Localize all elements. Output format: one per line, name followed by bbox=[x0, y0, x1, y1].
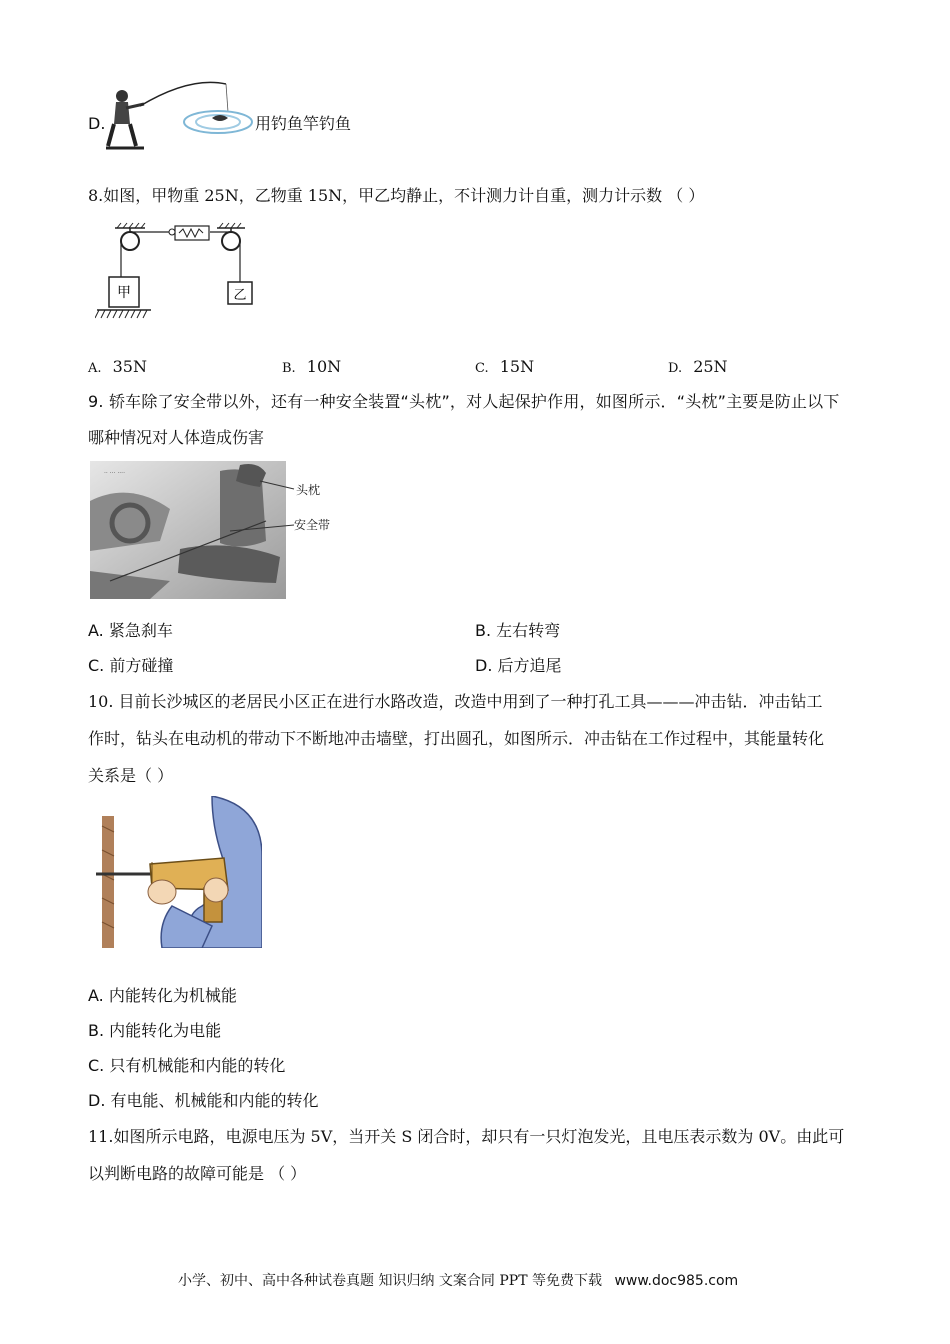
q8-pulley-figure bbox=[95, 222, 255, 324]
q10-impact-drill-figure bbox=[92, 796, 262, 948]
q8-option-d-label: D. bbox=[668, 361, 683, 376]
page-footer bbox=[178, 1270, 738, 1290]
q9-option-a bbox=[88, 620, 173, 642]
q8-option-d bbox=[668, 356, 728, 380]
q8-box-left-label: 甲 bbox=[117, 285, 131, 301]
q9-option-d-text: 后方追尾 bbox=[497, 656, 562, 675]
q8-option-a-label: A. bbox=[88, 361, 102, 376]
q8-stem: 8.如图，甲物重 25N，乙物重 15N，甲乙均静止，不计测力计自重，测力计示数 （ ） bbox=[88, 186, 705, 205]
q9-seatbelt-label: 安全带 bbox=[294, 518, 331, 532]
q10-option-b-label: B. bbox=[88, 1021, 105, 1040]
q8-option-c-text: 15N bbox=[499, 357, 535, 376]
q9-option-c-label: C. bbox=[88, 656, 105, 675]
q7-option-d-text: 用钓鱼竿钓鱼 bbox=[255, 114, 352, 133]
q8-option-b bbox=[282, 356, 341, 380]
q8-option-b-text: 10N bbox=[306, 357, 342, 376]
q10-option-a bbox=[88, 985, 237, 1007]
q8-option-d-text: 25N bbox=[693, 357, 728, 376]
q10-option-c bbox=[88, 1055, 285, 1077]
q9-option-b bbox=[475, 620, 560, 642]
q9-stem-line1: 9. 轿车除了安全带以外，还有一种安全装置“头枕”，对人起保护作用，如图所示．“头枕”主要是防止以下 bbox=[88, 392, 840, 411]
q10-option-d bbox=[88, 1090, 319, 1112]
q9-option-a-text: 紧急刹车 bbox=[108, 621, 173, 640]
footer-url-link[interactable]: www.doc985.com bbox=[614, 1273, 739, 1289]
q10-option-d-text: 有电能、机械能和内能的转化 bbox=[110, 1091, 319, 1110]
q9-stem-line2: 哪种情况对人体造成伤害 bbox=[88, 428, 265, 447]
q10-option-a-text: 内能转化为机械能 bbox=[108, 986, 237, 1005]
q8-option-c bbox=[475, 356, 534, 380]
q10-option-b-text: 内能转化为电能 bbox=[109, 1021, 222, 1040]
footer-text: 小学、初中、高中各种试卷真题 知识归纳 文案合同 PPT 等免费下载 bbox=[178, 1273, 602, 1289]
q9-option-c bbox=[88, 655, 173, 677]
q10-option-c-label: C. bbox=[88, 1056, 105, 1075]
q9-option-d-label: D. bbox=[475, 656, 493, 675]
q10-option-a-label: A. bbox=[88, 986, 104, 1005]
q8-option-b-label: B. bbox=[282, 361, 296, 376]
svg-text:·· ··· ····: ·· ··· ···· bbox=[104, 470, 125, 477]
q9-option-b-label: B. bbox=[475, 621, 492, 640]
q8-option-a bbox=[88, 356, 147, 380]
q9-option-b-text: 左右转弯 bbox=[496, 621, 561, 640]
q9-headrest-label: 头枕 bbox=[296, 483, 321, 497]
q10-stem-line1: 10. 目前长沙城区的老居民小区正在进行水路改造，改造中用到了一种打孔工具———冲击钻．冲击钻工 bbox=[88, 692, 823, 711]
q9-option-c-text: 前方碰撞 bbox=[109, 656, 174, 675]
q10-option-c-text: 只有机械能和内能的转化 bbox=[109, 1056, 286, 1075]
q8-option-a-text: 35N bbox=[112, 357, 147, 376]
q9-option-d bbox=[475, 655, 562, 677]
fishing-figure bbox=[100, 78, 256, 152]
q9-option-a-label: A. bbox=[88, 621, 104, 640]
q8-option-c-label: C. bbox=[475, 361, 489, 376]
q10-stem-line3: 关系是（ ） bbox=[88, 766, 174, 785]
q9-car-seat-figure bbox=[90, 461, 340, 599]
q10-stem-line2: 作时，钻头在电动机的带动下不断地冲击墙壁，打出圆孔，如图所示．冲击钻在工作过程中，其能量转化 bbox=[88, 729, 825, 748]
q10-option-b bbox=[88, 1020, 221, 1042]
q8-box-right-label: 乙 bbox=[233, 288, 247, 303]
q7-option-d-label: D. bbox=[88, 114, 106, 133]
q11-stem-line1: 11.如图所示电路，电源电压为 5V，当开关 S 闭合时，却只有一只灯泡发光，且电压表示数为 0V。由此可 bbox=[88, 1127, 845, 1146]
q11-stem-line2: 以判断电路的故障可能是 （ ） bbox=[88, 1164, 307, 1183]
q10-option-d-label: D. bbox=[88, 1091, 106, 1110]
